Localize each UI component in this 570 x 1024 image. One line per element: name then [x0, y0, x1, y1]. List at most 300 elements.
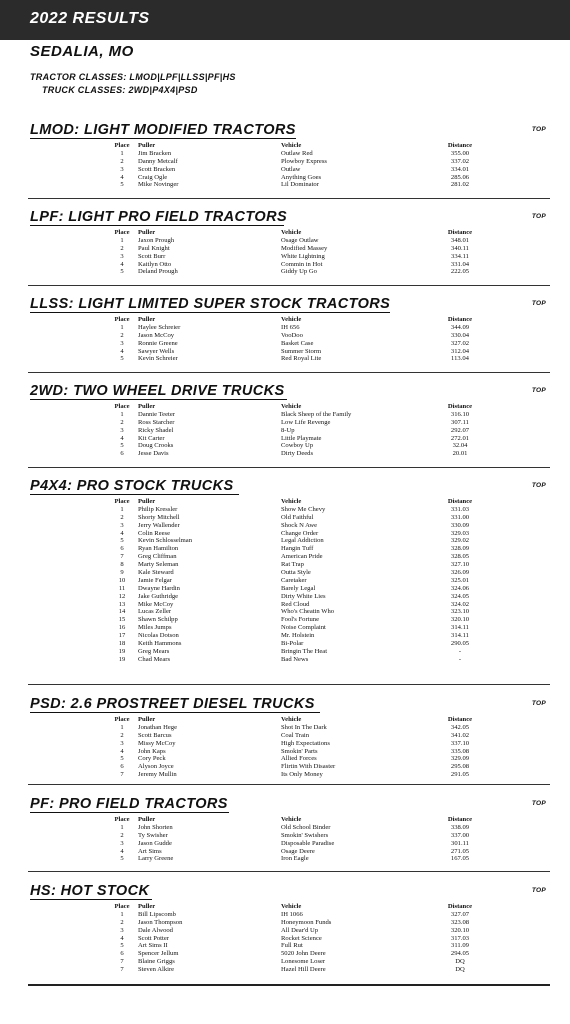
vehicle-cell: 8-Up [281, 426, 295, 434]
distance-cell: 327.07 [450, 910, 470, 918]
back-to-top-link[interactable]: TOP [531, 126, 546, 133]
distance-cell: DQ [455, 958, 465, 966]
section-divider [28, 784, 550, 785]
back-to-top-link[interactable]: TOP [531, 300, 546, 307]
distance-cell: 113.04 [451, 355, 469, 363]
table-header-row [28, 498, 550, 506]
section-title [30, 122, 296, 138]
column-header-place: Place [114, 903, 130, 910]
puller-cell: Chad Mears [138, 655, 171, 663]
table-row [28, 748, 550, 756]
distance-cell: 291.05 [450, 771, 470, 779]
column-header-vehicle: Vehicle [281, 229, 302, 236]
table-row [28, 624, 550, 632]
distance-cell: 329.09 [450, 755, 470, 763]
column-header-distance: Distance [447, 498, 473, 505]
place-cell: 3 [120, 252, 124, 260]
puller-cell: Kale Steward [138, 569, 174, 577]
distance-cell: 348.01 [450, 236, 470, 244]
distance-cell: 312.04 [450, 347, 470, 355]
column-header-vehicle: Vehicle [281, 816, 302, 823]
distance-cell: 167.05 [450, 855, 470, 863]
place-cell: 4 [120, 529, 124, 537]
section-header [28, 478, 550, 498]
puller-cell: Dwayne Hardin [138, 584, 180, 592]
distance-cell: 344.09 [450, 323, 470, 331]
place-cell: 15 [118, 616, 126, 624]
place-cell: 5 [120, 268, 124, 276]
vehicle-cell: Anything Goes [281, 173, 322, 181]
place-cell: 12 [118, 592, 126, 600]
distance-cell: 331.00 [450, 513, 470, 521]
distance-cell: 320.10 [450, 616, 470, 624]
table-row [28, 553, 550, 561]
back-to-top-link[interactable]: TOP [531, 213, 546, 220]
results-section [28, 696, 550, 779]
place-cell: 4 [120, 260, 124, 268]
puller-cell: Larry Greene [138, 855, 174, 863]
column-header-vehicle: Vehicle [281, 903, 302, 910]
place-cell: 3 [120, 926, 124, 934]
place-cell: 13 [118, 600, 126, 608]
vehicle-cell: Basket Case [281, 339, 314, 347]
vehicle-cell: Honeymoon Funds [281, 918, 332, 926]
distance-cell: 340.11 [451, 244, 469, 252]
table-row [28, 324, 550, 332]
section-title [30, 383, 285, 399]
table-row [28, 601, 550, 609]
vehicle-cell: Its Only Money [281, 771, 323, 779]
place-cell: 2 [120, 513, 124, 521]
vehicle-cell: Change Order [281, 529, 319, 537]
puller-cell: Nicolas Dotson [138, 632, 179, 640]
section-title-text: P4X4: PRO STOCK TRUCKS [30, 478, 234, 494]
table-row [28, 942, 550, 950]
section-header [28, 383, 550, 403]
vehicle-cell: Bad News [281, 655, 309, 663]
place-cell: 1 [120, 236, 124, 244]
place-cell: 1 [120, 823, 124, 831]
place-cell: 5 [120, 855, 124, 863]
vehicle-cell: Shot In The Dark [281, 723, 327, 731]
vehicle-cell: Smokin' Parts [281, 747, 318, 755]
distance-cell: 335.08 [450, 747, 470, 755]
distance-cell: 355.00 [450, 149, 470, 157]
table-row [28, 855, 550, 863]
place-cell: 3 [120, 165, 124, 173]
place-cell: 2 [120, 157, 124, 165]
column-header-place: Place [114, 142, 130, 149]
section-header [28, 696, 550, 716]
section-title-underline [30, 494, 239, 496]
puller-cell: Ryan Hamilton [138, 545, 179, 553]
puller-cell: Steven Alkire [138, 966, 175, 974]
table-row [28, 450, 550, 458]
distance-cell: 294.05 [450, 950, 470, 958]
place-cell: 2 [120, 331, 124, 339]
section-title-underline [30, 399, 287, 401]
place-cell: 7 [120, 771, 124, 779]
distance-cell: DQ [455, 966, 465, 974]
vehicle-cell: Outta Style [281, 569, 311, 577]
distance-cell: 314.11 [451, 632, 469, 640]
results-section [28, 478, 550, 664]
place-cell: 1 [120, 410, 124, 418]
vehicle-cell: Dirty White Lies [281, 592, 326, 600]
puller-cell: Art Sims II [138, 942, 168, 950]
distance-cell: 325.01 [450, 576, 470, 584]
column-header-distance: Distance [447, 316, 473, 323]
column-header-puller: Puller [138, 498, 156, 505]
puller-cell: Scott Bracken [138, 165, 176, 173]
vehicle-cell: Flirtin With Disaster [281, 763, 336, 771]
section-title [30, 796, 228, 812]
event-location: SEDALIA, MO [30, 43, 134, 60]
section-title-underline [30, 712, 320, 714]
puller-cell: Kaitlyn Otto [138, 260, 172, 268]
distance-cell: 337.00 [450, 831, 470, 839]
distance-cell: 295.08 [450, 763, 470, 771]
table-row [28, 755, 550, 763]
vehicle-cell: Little Playmate [281, 434, 322, 442]
section-header [28, 296, 550, 316]
distance-cell: 307.11 [451, 418, 469, 426]
vehicle-cell: Fool's Fortune [281, 616, 320, 624]
vehicle-cell: Full Rut [281, 942, 303, 950]
distance-cell: 222.05 [450, 268, 470, 276]
vehicle-cell: Modified Massey [281, 244, 328, 252]
place-cell: 1 [120, 505, 124, 513]
table-header-row [28, 316, 550, 324]
table-row [28, 158, 550, 166]
place-cell: 18 [118, 640, 126, 648]
puller-cell: Shorty Mitchell [138, 513, 180, 521]
place-cell: 5 [120, 442, 124, 450]
back-to-top-link[interactable]: TOP [531, 482, 546, 489]
place-cell: 5 [120, 355, 124, 363]
puller-cell: Scott Burr [138, 252, 166, 260]
distance-cell: 323.08 [450, 918, 470, 926]
column-header-vehicle: Vehicle [281, 142, 302, 149]
column-header-vehicle: Vehicle [281, 403, 302, 410]
table-row [28, 166, 550, 174]
distance-cell: 292.07 [450, 426, 470, 434]
section-title [30, 696, 315, 712]
vehicle-cell: Allied Forces [281, 755, 317, 763]
truck-classes-line: TRUCK CLASSES: 2WD|P4X4|PSD [42, 85, 198, 95]
vehicle-cell: Caretaker [281, 576, 307, 584]
puller-cell: Kit Carter [138, 434, 165, 442]
vehicle-cell: Disposable Paradise [281, 839, 335, 847]
vehicle-cell: 5020 John Deere [281, 950, 326, 958]
section-title [30, 296, 390, 312]
distance-cell: 320.10 [450, 926, 470, 934]
puller-cell: Ricky Shadel [138, 426, 174, 434]
vehicle-cell: Bi-Polar [281, 640, 304, 648]
place-cell: 2 [120, 731, 124, 739]
place-cell: 1 [120, 723, 124, 731]
puller-cell: Jim Bracken [138, 149, 172, 157]
puller-cell: Ty Swisher [138, 831, 168, 839]
vehicle-cell: Commin in Hot [281, 260, 323, 268]
back-to-top-link[interactable]: TOP [531, 700, 546, 707]
page-title: 2022 RESULTS [30, 10, 150, 27]
puller-cell: Jamie Felgar [138, 576, 172, 584]
puller-cell: Greg Cliffman [138, 553, 177, 561]
puller-cell: Scott Barcus [138, 731, 172, 739]
section-divider [28, 372, 550, 373]
puller-cell: Cory Peck [138, 755, 166, 763]
vehicle-cell: Hangin Tuff [281, 545, 314, 553]
table-row [28, 656, 550, 664]
vehicle-cell: Osage Outlaw [281, 236, 319, 244]
section-divider [28, 467, 550, 468]
vehicle-cell: Red Cloud [281, 600, 310, 608]
puller-cell: Paul Knight [138, 244, 170, 252]
table-row [28, 174, 550, 182]
vehicle-cell: Smokin' Swishers [281, 831, 329, 839]
distance-cell: 334.01 [450, 165, 470, 173]
table-row [28, 181, 550, 189]
puller-cell: Jesse Davis [138, 450, 169, 458]
table-row [28, 832, 550, 840]
puller-cell: Mike McCoy [138, 600, 174, 608]
table-row [28, 740, 550, 748]
table-row [28, 411, 550, 419]
column-header-place: Place [114, 816, 130, 823]
place-cell: 4 [120, 847, 124, 855]
section-divider [28, 684, 550, 685]
place-cell: 7 [120, 966, 124, 974]
section-divider [28, 285, 550, 286]
distance-cell: - [458, 655, 462, 663]
column-header-distance: Distance [447, 403, 473, 410]
distance-cell: 331.03 [450, 505, 470, 513]
table-row [28, 340, 550, 348]
place-cell: 7 [120, 958, 124, 966]
vehicle-cell: Coal Train [281, 731, 310, 739]
table-row [28, 545, 550, 553]
place-cell: 4 [120, 747, 124, 755]
place-cell: 19 [118, 647, 126, 655]
distance-cell: 337.10 [450, 739, 470, 747]
table-row [28, 919, 550, 927]
back-to-top-link[interactable]: TOP [531, 800, 546, 807]
puller-cell: Jonathan Hege [138, 723, 177, 731]
place-cell: 6 [120, 450, 124, 458]
table-row [28, 245, 550, 253]
distance-cell: 20.01 [452, 450, 468, 458]
section-title [30, 209, 287, 225]
distance-cell: 285.06 [450, 173, 470, 181]
puller-cell: Jason Thompson [138, 918, 183, 926]
section-divider [28, 198, 550, 199]
place-cell: 6 [120, 763, 124, 771]
vehicle-cell: Giddy Up Go [281, 268, 317, 276]
vehicle-cell: IH 1066 [281, 910, 303, 918]
column-header-place: Place [114, 716, 130, 723]
distance-cell: 311.09 [451, 942, 469, 950]
place-cell: 3 [120, 739, 124, 747]
vehicle-cell: Outlaw [281, 165, 301, 173]
back-to-top-link[interactable]: TOP [531, 387, 546, 394]
table-row [28, 840, 550, 848]
distance-cell: 326.09 [450, 569, 470, 577]
table-row [28, 435, 550, 443]
puller-cell: Bill Lipscomb [138, 910, 176, 918]
place-cell: 7 [120, 553, 124, 561]
table-row [28, 522, 550, 530]
puller-cell: Dale Alwood [138, 926, 173, 934]
distance-cell: 330.09 [450, 521, 470, 529]
column-header-distance: Distance [447, 229, 473, 236]
puller-cell: Jake Guthridge [138, 592, 179, 600]
section-title-text: PSD: 2.6 PROSTREET DIESEL TRUCKS [30, 696, 315, 712]
place-cell: 3 [120, 839, 124, 847]
vehicle-cell: Show Me Chevy [281, 505, 326, 513]
vehicle-cell: White Lightning [281, 252, 325, 260]
column-header-distance: Distance [447, 142, 473, 149]
results-section [28, 209, 550, 276]
distance-cell: 327.10 [450, 561, 470, 569]
place-cell: 3 [120, 426, 124, 434]
section-title-underline [30, 812, 229, 814]
puller-cell: John Shorten [138, 823, 173, 831]
distance-cell: 341.02 [450, 731, 470, 739]
column-header-place: Place [114, 316, 130, 323]
column-header-distance: Distance [447, 816, 473, 823]
section-header [28, 122, 550, 142]
table-row [28, 569, 550, 577]
table-row [28, 506, 550, 514]
puller-cell: Alyson Joyce [138, 763, 174, 771]
table-row [28, 724, 550, 732]
place-cell: 2 [120, 918, 124, 926]
section-divider [28, 871, 550, 872]
place-cell: 4 [120, 173, 124, 181]
table-row [28, 763, 550, 771]
distance-cell: - [458, 647, 462, 655]
back-to-top-link[interactable]: TOP [531, 887, 546, 894]
distance-cell: 301.11 [451, 839, 469, 847]
distance-cell: 329.02 [450, 537, 470, 545]
place-cell: 14 [118, 608, 126, 616]
section-title-underline [30, 138, 296, 140]
vehicle-cell: Lil Dominator [281, 181, 319, 189]
table-row [28, 632, 550, 640]
place-cell: 3 [120, 521, 124, 529]
table-row [28, 268, 550, 276]
table-row [28, 593, 550, 601]
vehicle-cell: Plowboy Express [281, 157, 327, 165]
place-cell: 2 [120, 831, 124, 839]
vehicle-cell: Rat Trap [281, 561, 304, 569]
column-header-puller: Puller [138, 903, 156, 910]
puller-cell: Colin Reese [138, 529, 171, 537]
puller-cell: Scott Potter [138, 934, 169, 942]
table-row [28, 348, 550, 356]
place-cell: 10 [118, 576, 126, 584]
column-header-vehicle: Vehicle [281, 316, 302, 323]
column-header-vehicle: Vehicle [281, 498, 302, 505]
results-section [28, 122, 550, 189]
header-bar [0, 0, 570, 40]
table-row [28, 530, 550, 538]
distance-cell: 32.04 [452, 442, 468, 450]
vehicle-cell: Bringin The Heat [281, 647, 328, 655]
table-header-row [28, 903, 550, 911]
distance-cell: 281.02 [450, 181, 470, 189]
vehicle-cell: Low Life Revenge [281, 418, 331, 426]
table-row [28, 824, 550, 832]
section-title-underline [30, 899, 152, 901]
vehicle-cell: Mr. Holstein [281, 632, 315, 640]
distance-cell: 324.06 [450, 584, 470, 592]
distance-cell: 342.05 [450, 723, 470, 731]
puller-cell: Mike Novinger [138, 181, 179, 189]
footer-divider [28, 984, 550, 986]
table-row [28, 927, 550, 935]
section-title-underline [30, 225, 284, 227]
puller-cell: Dannie Teeter [138, 410, 175, 418]
column-header-puller: Puller [138, 403, 156, 410]
puller-cell: Jason Gudde [138, 839, 172, 847]
column-header-place: Place [114, 403, 130, 410]
vehicle-cell: Cowboy Up [281, 442, 314, 450]
section-header [28, 796, 550, 816]
puller-cell: Shawn Schilpp [138, 616, 178, 624]
distance-cell: 272.01 [450, 434, 470, 442]
section-header [28, 209, 550, 229]
results-section [28, 883, 550, 974]
vehicle-cell: Barely Legal [281, 584, 316, 592]
table-row [28, 911, 550, 919]
place-cell: 6 [120, 545, 124, 553]
table-row [28, 514, 550, 522]
vehicle-cell: Red Royal Lite [281, 355, 322, 363]
table-row [28, 237, 550, 245]
distance-cell: 324.02 [450, 600, 470, 608]
vehicle-cell: IH 656 [281, 323, 300, 331]
vehicle-cell: Osage Deere [281, 847, 315, 855]
section-title-text: 2WD: TWO WHEEL DRIVE TRUCKS [30, 383, 285, 399]
puller-cell: Jaxon Prough [138, 236, 175, 244]
column-header-puller: Puller [138, 142, 156, 149]
puller-cell: Kevin Schreier [138, 355, 178, 363]
place-cell: 6 [120, 950, 124, 958]
table-row [28, 150, 550, 158]
place-cell: 4 [120, 934, 124, 942]
distance-cell: 290.05 [450, 640, 470, 648]
table-row [28, 253, 550, 261]
section-title-text: LMOD: LIGHT MODIFIED TRACTORS [30, 122, 296, 138]
puller-cell: Jason McCoy [138, 331, 175, 339]
puller-cell: John Kaps [138, 747, 166, 755]
puller-cell: Deland Prough [138, 268, 178, 276]
table-row [28, 442, 550, 450]
table-row [28, 935, 550, 943]
section-title [30, 883, 149, 899]
section-header [28, 883, 550, 903]
vehicle-cell: Legal Addiction [281, 537, 324, 545]
vehicle-cell: Black Sheep of the Family [281, 410, 352, 418]
table-header-row [28, 142, 550, 150]
place-cell: 9 [120, 569, 124, 577]
distance-cell: 317.03 [450, 934, 470, 942]
place-cell: 2 [120, 418, 124, 426]
vehicle-cell: Who's Cheatin Who [281, 608, 335, 616]
distance-cell: 328.05 [450, 553, 470, 561]
